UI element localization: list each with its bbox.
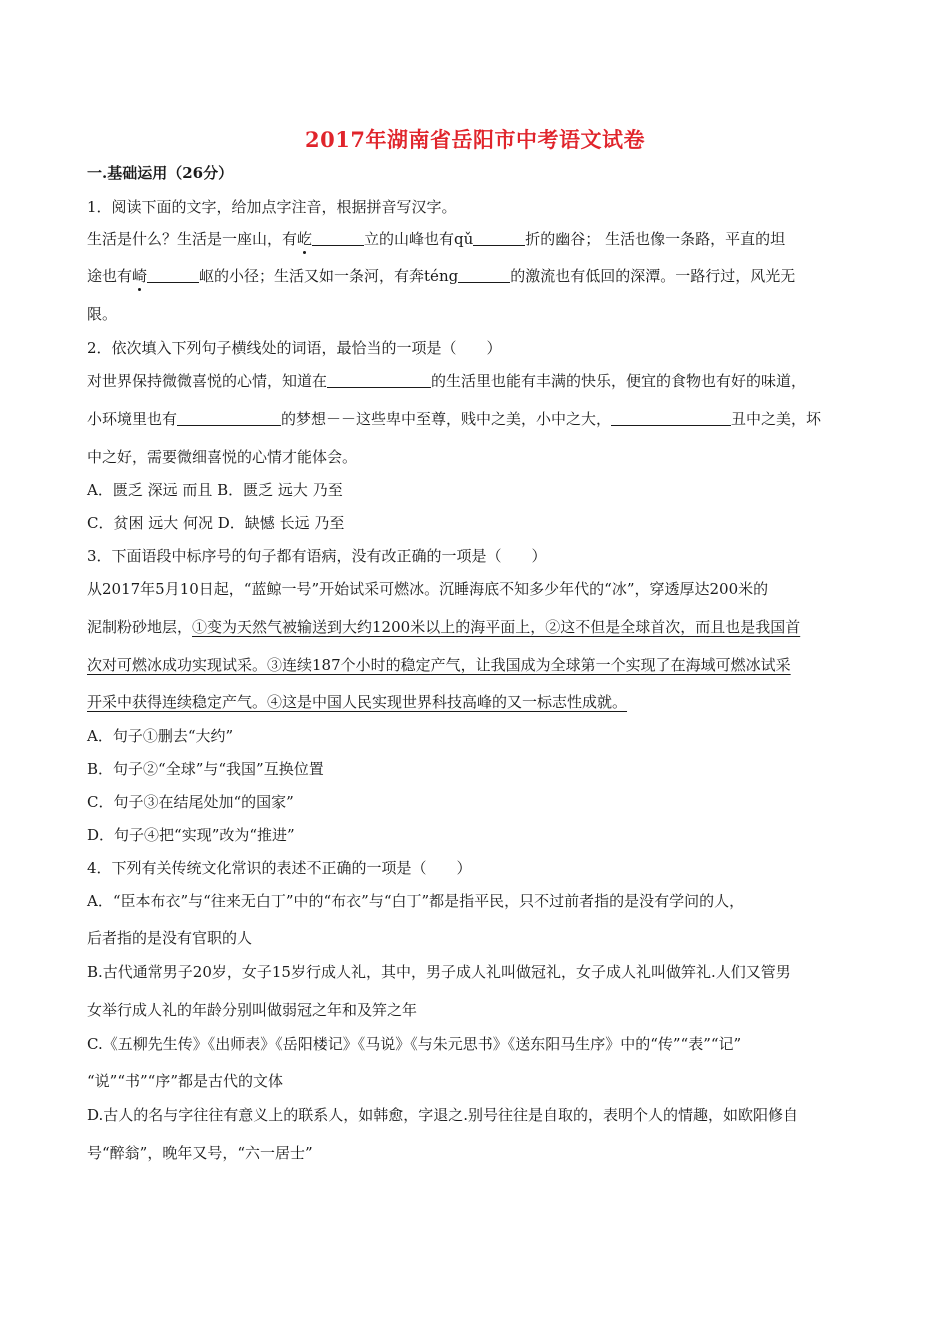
q1-text: 折的幽谷； 生活也像一条路，平直的坦	[525, 230, 786, 248]
answer-blank[interactable]	[327, 371, 431, 388]
q3-text: 泥制粉砂地层，	[87, 618, 193, 636]
q4-option-b-line-2: 女举行成人礼的年龄分别叫做弱冠之年和及笄之年	[87, 1001, 418, 1019]
q2-text: 的梦想－－这些卑中至尊，贱中之美，小中之大，	[281, 410, 612, 428]
q3-option-a[interactable]: A．句子①删去“大约”	[87, 727, 234, 745]
q2-options-cd[interactable]: C．贫困 远大 何况 D．缺憾 长远 乃至	[87, 514, 345, 532]
q3-option-d[interactable]: D．句子④把“实现”改为“推进”	[87, 826, 295, 844]
q4-option-d-line-1[interactable]: D.古人的名与字往往有意义上的联系人，如韩愈，字退之.别号往往是自取的，表明个人的情趣，如欧阳修自	[87, 1106, 799, 1124]
q1-text: 的激流也有低回的深潭。一路行过，风光无	[510, 267, 796, 285]
q4-option-a-line-2: 后者指的是没有官职的人	[87, 929, 253, 947]
answer-blank[interactable]	[611, 409, 731, 426]
underlined-sentence: ①变为天然气被输送到大约1200米以上的海平面上，②这不但是全球首次，而且也是我国首	[192, 618, 801, 636]
section-heading: 一.基础运用（26分）	[87, 164, 234, 182]
q1-passage-line-1	[87, 229, 785, 249]
q2-passage-line-3: 中之好，需要微细喜悦的心情才能体会。	[87, 448, 358, 466]
q3-passage-line-1: 从2017年5月10日起，“蓝鲸一号”开始试采可燃冰。沉睡海底不知多少年代的“冰”，穿透厚达200米的	[87, 580, 769, 598]
q2-text: 小环境里也有	[87, 410, 178, 428]
q3-passage-line-4: 开采中获得连续稳定产气。④这是中国人民实现世界科技高峰的又一标志性成就。	[87, 693, 628, 711]
q4-option-b-line-1[interactable]: B.古代通常男子20岁，女子15岁行成人礼，其中，男子成人礼叫做冠礼，女子成人礼叫做笄礼.人们又管男	[87, 963, 791, 981]
dotted-char: 崎	[132, 267, 148, 285]
q4-option-c-line-1[interactable]: C.《五柳先生传》《出师表》《岳阳楼记》《马说》《与朱元思书》《送东阳马生序》中的“传”“表”“记”	[87, 1035, 742, 1053]
answer-blank[interactable]	[312, 229, 364, 246]
q4-option-c-line-2: “说”“书”“序”都是古代的文体	[87, 1072, 284, 1090]
answer-blank[interactable]	[473, 229, 525, 246]
q4-option-a-line-1[interactable]: A．“臣本布衣”与“往来无白丁”中的“布衣”与“白丁”都是指平民，只不过前者指的是没有学问的人，	[87, 892, 745, 910]
q1-passage-line-3: 限。	[87, 305, 118, 323]
q2-passage-line-2	[87, 409, 821, 429]
q4-option-d-line-2: 号“醉翁”，晚年又号，“六一居士”	[87, 1144, 313, 1162]
q1-text: 途也有	[87, 267, 133, 285]
dotted-char: 屹	[297, 230, 313, 248]
q3-option-c[interactable]: C．句子③在结尾处加“的国家”	[87, 793, 294, 811]
q1-text: 立的山峰也有qǔ	[364, 230, 474, 248]
q2-text: 的生活里也能有丰满的快乐，便宜的食物也有好的味道，	[431, 372, 807, 390]
answer-blank[interactable]	[177, 409, 281, 426]
q2-passage-line-1	[87, 371, 806, 391]
q1-text: 生活是什么？生活是一座山，有	[87, 230, 298, 248]
q4-stem: 4．下列有关传统文化常识的表述不正确的一项是（ ）	[87, 859, 472, 877]
q1-text: 岖的小径；生活又如一条河，有奔téng	[199, 267, 459, 285]
page-title: 2017年湖南省岳阳市中考语文试卷	[305, 127, 645, 152]
answer-blank[interactable]	[458, 266, 510, 283]
q2-text: 对世界保持微微喜悦的心情，知道在	[87, 372, 328, 390]
q2-text: 丑中之美，坏	[731, 410, 822, 428]
q1-passage-line-2	[87, 266, 795, 286]
q3-option-b[interactable]: B．句子②“全球”与“我国”互换位置	[87, 760, 324, 778]
q3-stem: 3．下面语段中标序号的句子都有语病，没有改正确的一项是（ ）	[87, 547, 547, 565]
q2-stem: 2．依次填入下列句子横线处的词语，最恰当的一项是（ ）	[87, 339, 502, 357]
answer-blank[interactable]	[147, 266, 199, 283]
q2-options-ab[interactable]: A．匮乏 深远 而且 B．匮乏 远大 乃至	[87, 481, 343, 499]
q3-passage-line-2	[87, 617, 800, 637]
q3-passage-line-3: 次对可燃冰成功实现试采。③连续187个小时的稳定产气，让我国成为全球第一个实现了在海域可燃冰试采	[87, 656, 791, 674]
q1-stem: 1．阅读下面的文字，给加点字注音，根据拼音写汉字。	[87, 198, 457, 216]
